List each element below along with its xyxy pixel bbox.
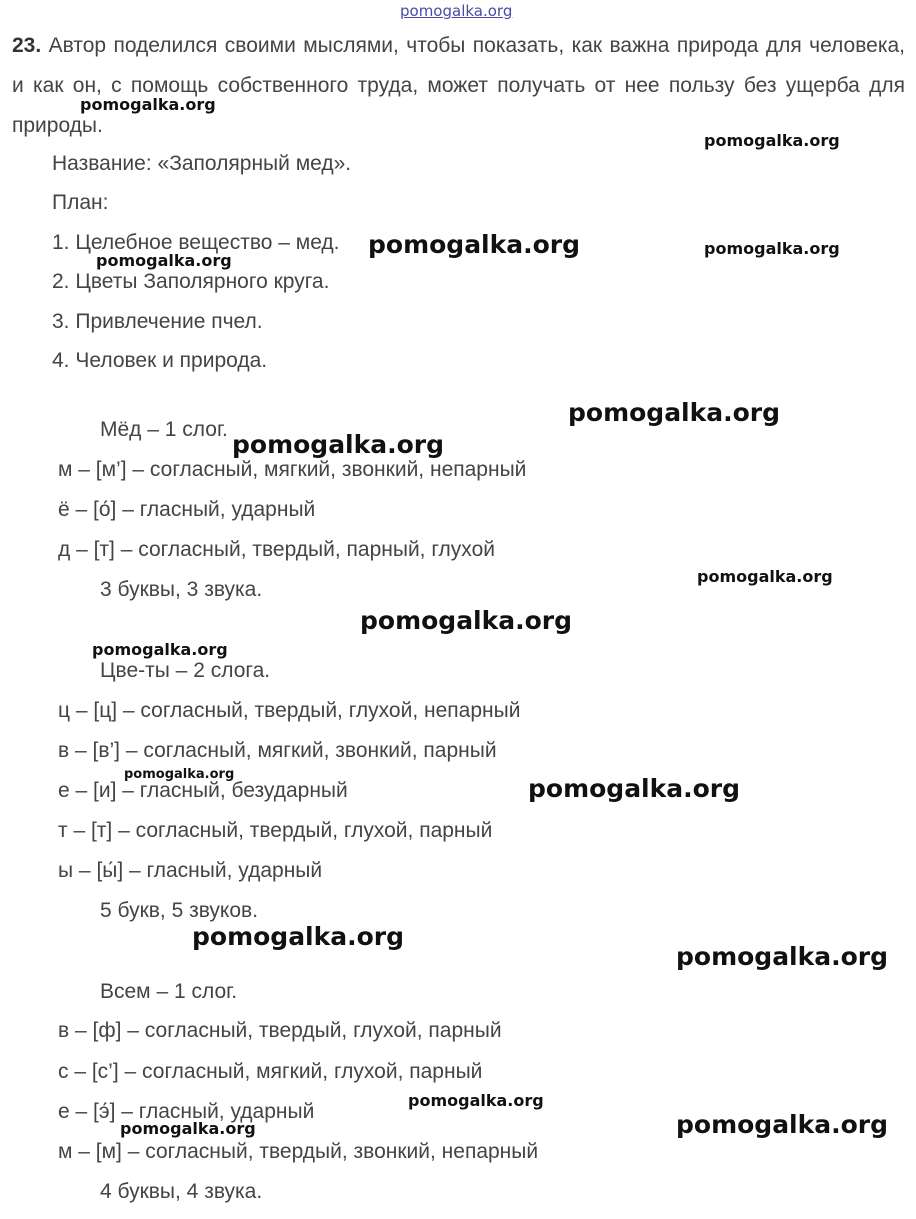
word-summary: 5 букв, 5 звуков. [100, 899, 259, 922]
watermark: pomogalka.org [92, 640, 228, 659]
letter-analysis: т – [т] – согласный, твердый, глухой, парный [58, 819, 493, 842]
letter-analysis: с – [с’] – согласный, мягкий, глухой, парный [58, 1060, 483, 1083]
title-line: Название: «Заполярный мед». [52, 152, 352, 175]
watermark: pomogalka.org [528, 774, 741, 803]
task-text [12, 26, 905, 146]
watermark: pomogalka.org [704, 131, 840, 150]
watermark: pomogalka.org [124, 767, 235, 782]
word-summary: 3 буквы, 3 звука. [100, 578, 263, 601]
letter-analysis: е – [и] – гласный, безударный [58, 779, 348, 802]
watermark: pomogalka.org [408, 1091, 544, 1110]
watermark: pomogalka.org [697, 567, 833, 586]
word-heading: Всем – 1 слог. [100, 980, 238, 1003]
letter-analysis: в – [в’] – согласный, мягкий, звонкий, парный [58, 739, 497, 762]
watermark: pomogalka.org [96, 251, 232, 270]
task-number: 23. [12, 34, 42, 57]
letter-analysis: е – [э́] – гласный, ударный [58, 1100, 315, 1123]
word-heading: Мёд – 1 слог. [100, 418, 228, 441]
watermark: pomogalka.org [120, 1119, 256, 1138]
watermark: pomogalka.org [704, 239, 840, 258]
plan-item: 3. Привлечение пчел. [52, 310, 263, 333]
letter-analysis: ё – [о́] – гласный, ударный [58, 498, 316, 521]
plan-label: План: [52, 191, 109, 214]
watermark: pomogalka.org [676, 1110, 889, 1139]
task-body: Автор поделился своими мыслями, чтобы показать, как важна природа для человека, и как он, с помощь собственного труда, может получать от нее пользу без ущерба для природы. [12, 34, 905, 137]
word-summary: 4 буквы, 4 звука. [100, 1180, 263, 1203]
watermark: pomogalka.org [232, 430, 445, 459]
letter-analysis: ы – [ы́] – гласный, ударный [58, 859, 323, 882]
plan-item: 2. Цветы Заполярного круга. [52, 270, 330, 293]
letter-analysis: ц – [ц] – согласный, твердый, глухой, непарный [58, 699, 521, 722]
watermark: pomogalka.org [676, 942, 889, 971]
plan-item: 1. Целебное вещество – мед. [52, 231, 340, 254]
watermark: pomogalka.org [568, 398, 781, 427]
watermark: pomogalka.org [360, 606, 573, 635]
letter-analysis: м – [м’] – согласный, мягкий, звонкий, непарный [58, 458, 527, 481]
letter-analysis: д – [т] – согласный, твердый, парный, глухой [58, 538, 495, 561]
watermark: pomogalka.org [80, 95, 216, 114]
letter-analysis: м – [м] – согласный, твердый, звонкий, непарный [58, 1140, 539, 1163]
word-heading: Цве-ты – 2 слога. [100, 659, 271, 682]
plan-item: 4. Человек и природа. [52, 349, 268, 372]
watermark: pomogalka.org [368, 230, 581, 259]
header-watermark[interactable]: pomogalka.org [400, 2, 513, 20]
watermark: pomogalka.org [192, 922, 405, 951]
letter-analysis: в – [ф] – согласный, твердый, глухой, парный [58, 1019, 502, 1042]
